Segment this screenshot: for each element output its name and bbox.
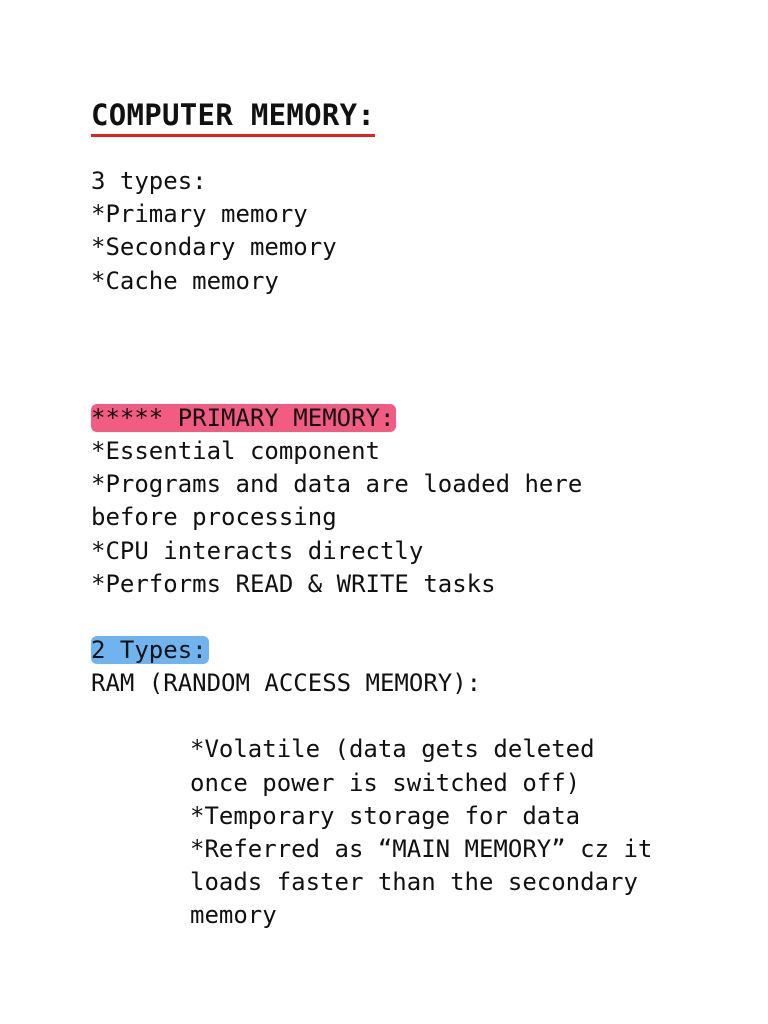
primary-memory-heading: ***** PRIMARY MEMORY:: [91, 403, 395, 432]
primary-line: *Programs and data are loaded here: [91, 470, 583, 499]
primary-line: *CPU interacts directly: [91, 536, 424, 565]
ram-line: once power is switched off): [190, 768, 581, 797]
primary-line: *Performs READ & WRITE tasks: [91, 569, 496, 598]
ram-line: memory: [190, 901, 277, 930]
ram-line: *Referred as “MAIN MEMORY” cz it: [190, 835, 653, 864]
primary-line: *Essential component: [91, 437, 380, 466]
types-block: [91, 634, 751, 700]
ram-line: *Temporary storage for data: [190, 801, 581, 830]
intro-line: *Primary memory: [91, 200, 308, 229]
ram-heading: RAM (RANDOM ACCESS MEMORY):: [91, 669, 482, 698]
ram-details-block: [91, 733, 751, 932]
page-title: COMPUTER MEMORY:: [91, 96, 375, 137]
document-page: [91, 96, 751, 933]
intro-line: *Secondary memory: [91, 233, 337, 262]
ram-line: loads faster than the secondary: [190, 868, 638, 897]
types-heading: 2 Types:: [91, 636, 207, 665]
intro-line: *Cache memory: [91, 266, 279, 295]
intro-line: 3 types:: [91, 167, 207, 195]
intro-block: [91, 165, 751, 298]
primary-line: before processing: [91, 503, 337, 532]
primary-memory-block: [91, 402, 751, 601]
ram-line: *Volatile (data gets deleted: [190, 735, 595, 764]
